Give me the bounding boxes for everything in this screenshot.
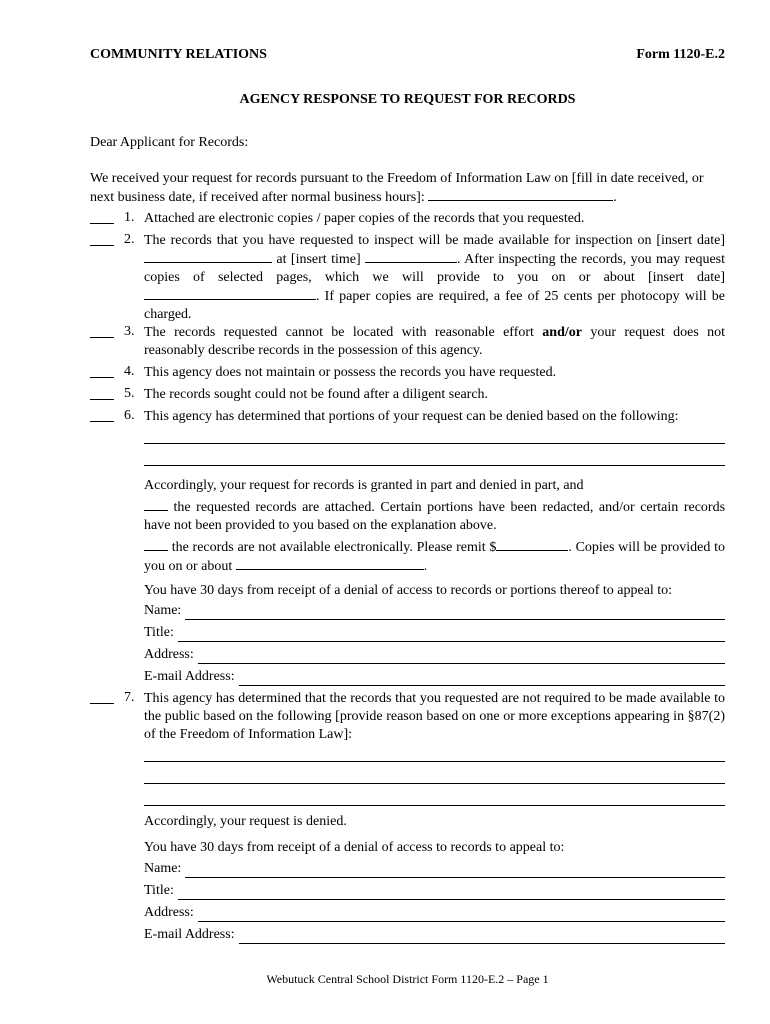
item-7 [90,690,725,746]
item-1 [90,210,725,230]
name-blank[interactable] [185,605,725,620]
item-2-text-d: . If paper copies are required, a fee of 25 cents per photocopy will be charged. [144,289,725,322]
document-page [90,0,725,1024]
inspection-date-blank[interactable] [144,250,272,263]
item-5-number: 5. [124,386,135,401]
item-3-checkbox[interactable] [90,337,114,338]
item-6-option-a [144,498,725,535]
item-1-number: 1. [124,210,135,225]
item-4-checkbox[interactable] [90,377,114,378]
item-1-checkbox[interactable] [90,223,114,224]
option-a-checkbox[interactable] [144,498,168,511]
item-5-checkbox[interactable] [90,399,114,400]
item-3 [90,324,725,362]
option-b-text-a: the records are not available electronically. Please remit $ [171,540,497,555]
item-5 [90,386,725,406]
item-2-number: 2. [124,232,135,247]
title-label: Title: [144,625,174,640]
item-5-text: The records sought could not be found after a diligent search. [144,387,489,402]
item-2-text [144,232,725,324]
item-7-text: This agency has determined that the records that you requested are not required to be made available to the public based on the following [provide reason based on one or more exceptions appearing in §87(2) of the Freedom of Information Law]: [144,691,725,742]
item-6-reason-line-1[interactable] [144,443,725,444]
item-4 [90,364,725,384]
address-blank[interactable] [198,907,725,922]
form-number: Form 1120-E.2 [636,47,725,62]
title-label: Title: [144,883,174,898]
item-6-title-field [144,624,725,642]
item-2 [90,232,725,322]
item-6-accordingly: Accordingly, your request for records is granted in part and denied in part, and [144,478,584,493]
item-3-bold: and/or [542,325,582,340]
item-6 [90,408,725,428]
item-6-number: 6. [124,408,135,423]
copies-provided-date-blank[interactable] [236,557,424,570]
item-6-name-field [144,602,725,620]
item-2-text-b: at [insert time] [276,252,361,267]
page-footer: Webutuck Central School District Form 1120-E.2 – Page 1 [266,972,549,986]
document-title: AGENCY RESPONSE TO REQUEST FOR RECORDS [239,92,576,107]
item-2-text-a: The records that you have requested to inspect will be made available for inspection on [insert date] [144,233,725,248]
salutation: Dear Applicant for Records: [90,135,249,150]
item-7-number: 7. [124,690,135,705]
option-a-text: the requested records are attached. Certain portions have been redacted, and/or certain records have not been provided to you based on the explanation above. [144,500,726,533]
item-6-text: This agency has determined that portions of your request can be denied based on the following: [144,409,679,424]
option-b-checkbox[interactable] [144,538,168,551]
option-b-text-c: . [423,559,428,574]
item-1-text: Attached are electronic copies / paper copies of the records that you requested. [144,211,585,226]
item-6-option-b [144,538,725,576]
item-6-reason-line-2[interactable] [144,465,725,466]
intro-text: We received your request for records pursuant to the Freedom of Information Law on [fill in date received, or next business date, if received after normal business hours]: [90,171,704,205]
email-blank[interactable] [239,671,725,686]
address-label: Address: [144,905,194,920]
item-7-accordingly: Accordingly, your request is denied. [144,814,347,829]
copies-date-blank[interactable] [144,287,316,300]
title-blank[interactable] [178,885,725,900]
item-6-address-field [144,646,725,664]
email-label: E-mail Address: [144,927,235,942]
inspection-time-blank[interactable] [365,250,457,263]
item-4-number: 4. [124,364,135,379]
item-7-address-field [144,904,725,922]
item-7-reason-line-2[interactable] [144,783,725,784]
remit-amount-blank[interactable] [496,538,568,551]
item-3-text-b: your request does not reasonably describe records in the possession of this agency. [144,325,726,358]
date-received-blank[interactable] [428,188,613,201]
item-7-title-field [144,882,725,900]
item-7-checkbox[interactable] [90,703,114,704]
item-6-appeal-text: You have 30 days from receipt of a denial of access to records or portions thereof to appeal to: [144,583,673,598]
item-6-checkbox[interactable] [90,421,114,422]
name-label: Name: [144,603,182,618]
item-2-checkbox[interactable] [90,245,114,246]
item-3-text [144,324,725,360]
item-6-email-field [144,668,725,686]
item-7-reason-line-1[interactable] [144,761,725,762]
item-4-text: This agency does not maintain or possess the records you have requested. [144,365,557,380]
email-blank[interactable] [239,929,725,944]
item-3-number: 3. [124,324,135,339]
item-7-appeal-text: You have 30 days from receipt of a denial of access to records to appeal to: [144,840,565,855]
item-7-reason-line-3[interactable] [144,805,725,806]
intro-end: . [613,190,617,205]
item-7-name-field [144,860,725,878]
address-label: Address: [144,647,194,662]
option-b-text-b: . Copies will be provided to you on or about [144,540,725,574]
intro-paragraph [90,170,725,207]
title-blank[interactable] [178,627,725,642]
name-blank[interactable] [185,863,725,878]
item-7-email-field [144,926,725,944]
header [90,47,725,63]
name-label: Name: [144,861,182,876]
item-3-text-a: The records requested cannot be located with reasonable effort [144,325,534,340]
address-blank[interactable] [198,649,725,664]
item-2-text-c: . After inspecting the records, you may request copies of selected pages, which we will provide to you on or about [insert date] [144,252,725,285]
section-title: COMMUNITY RELATIONS [90,47,267,62]
email-label: E-mail Address: [144,669,235,684]
